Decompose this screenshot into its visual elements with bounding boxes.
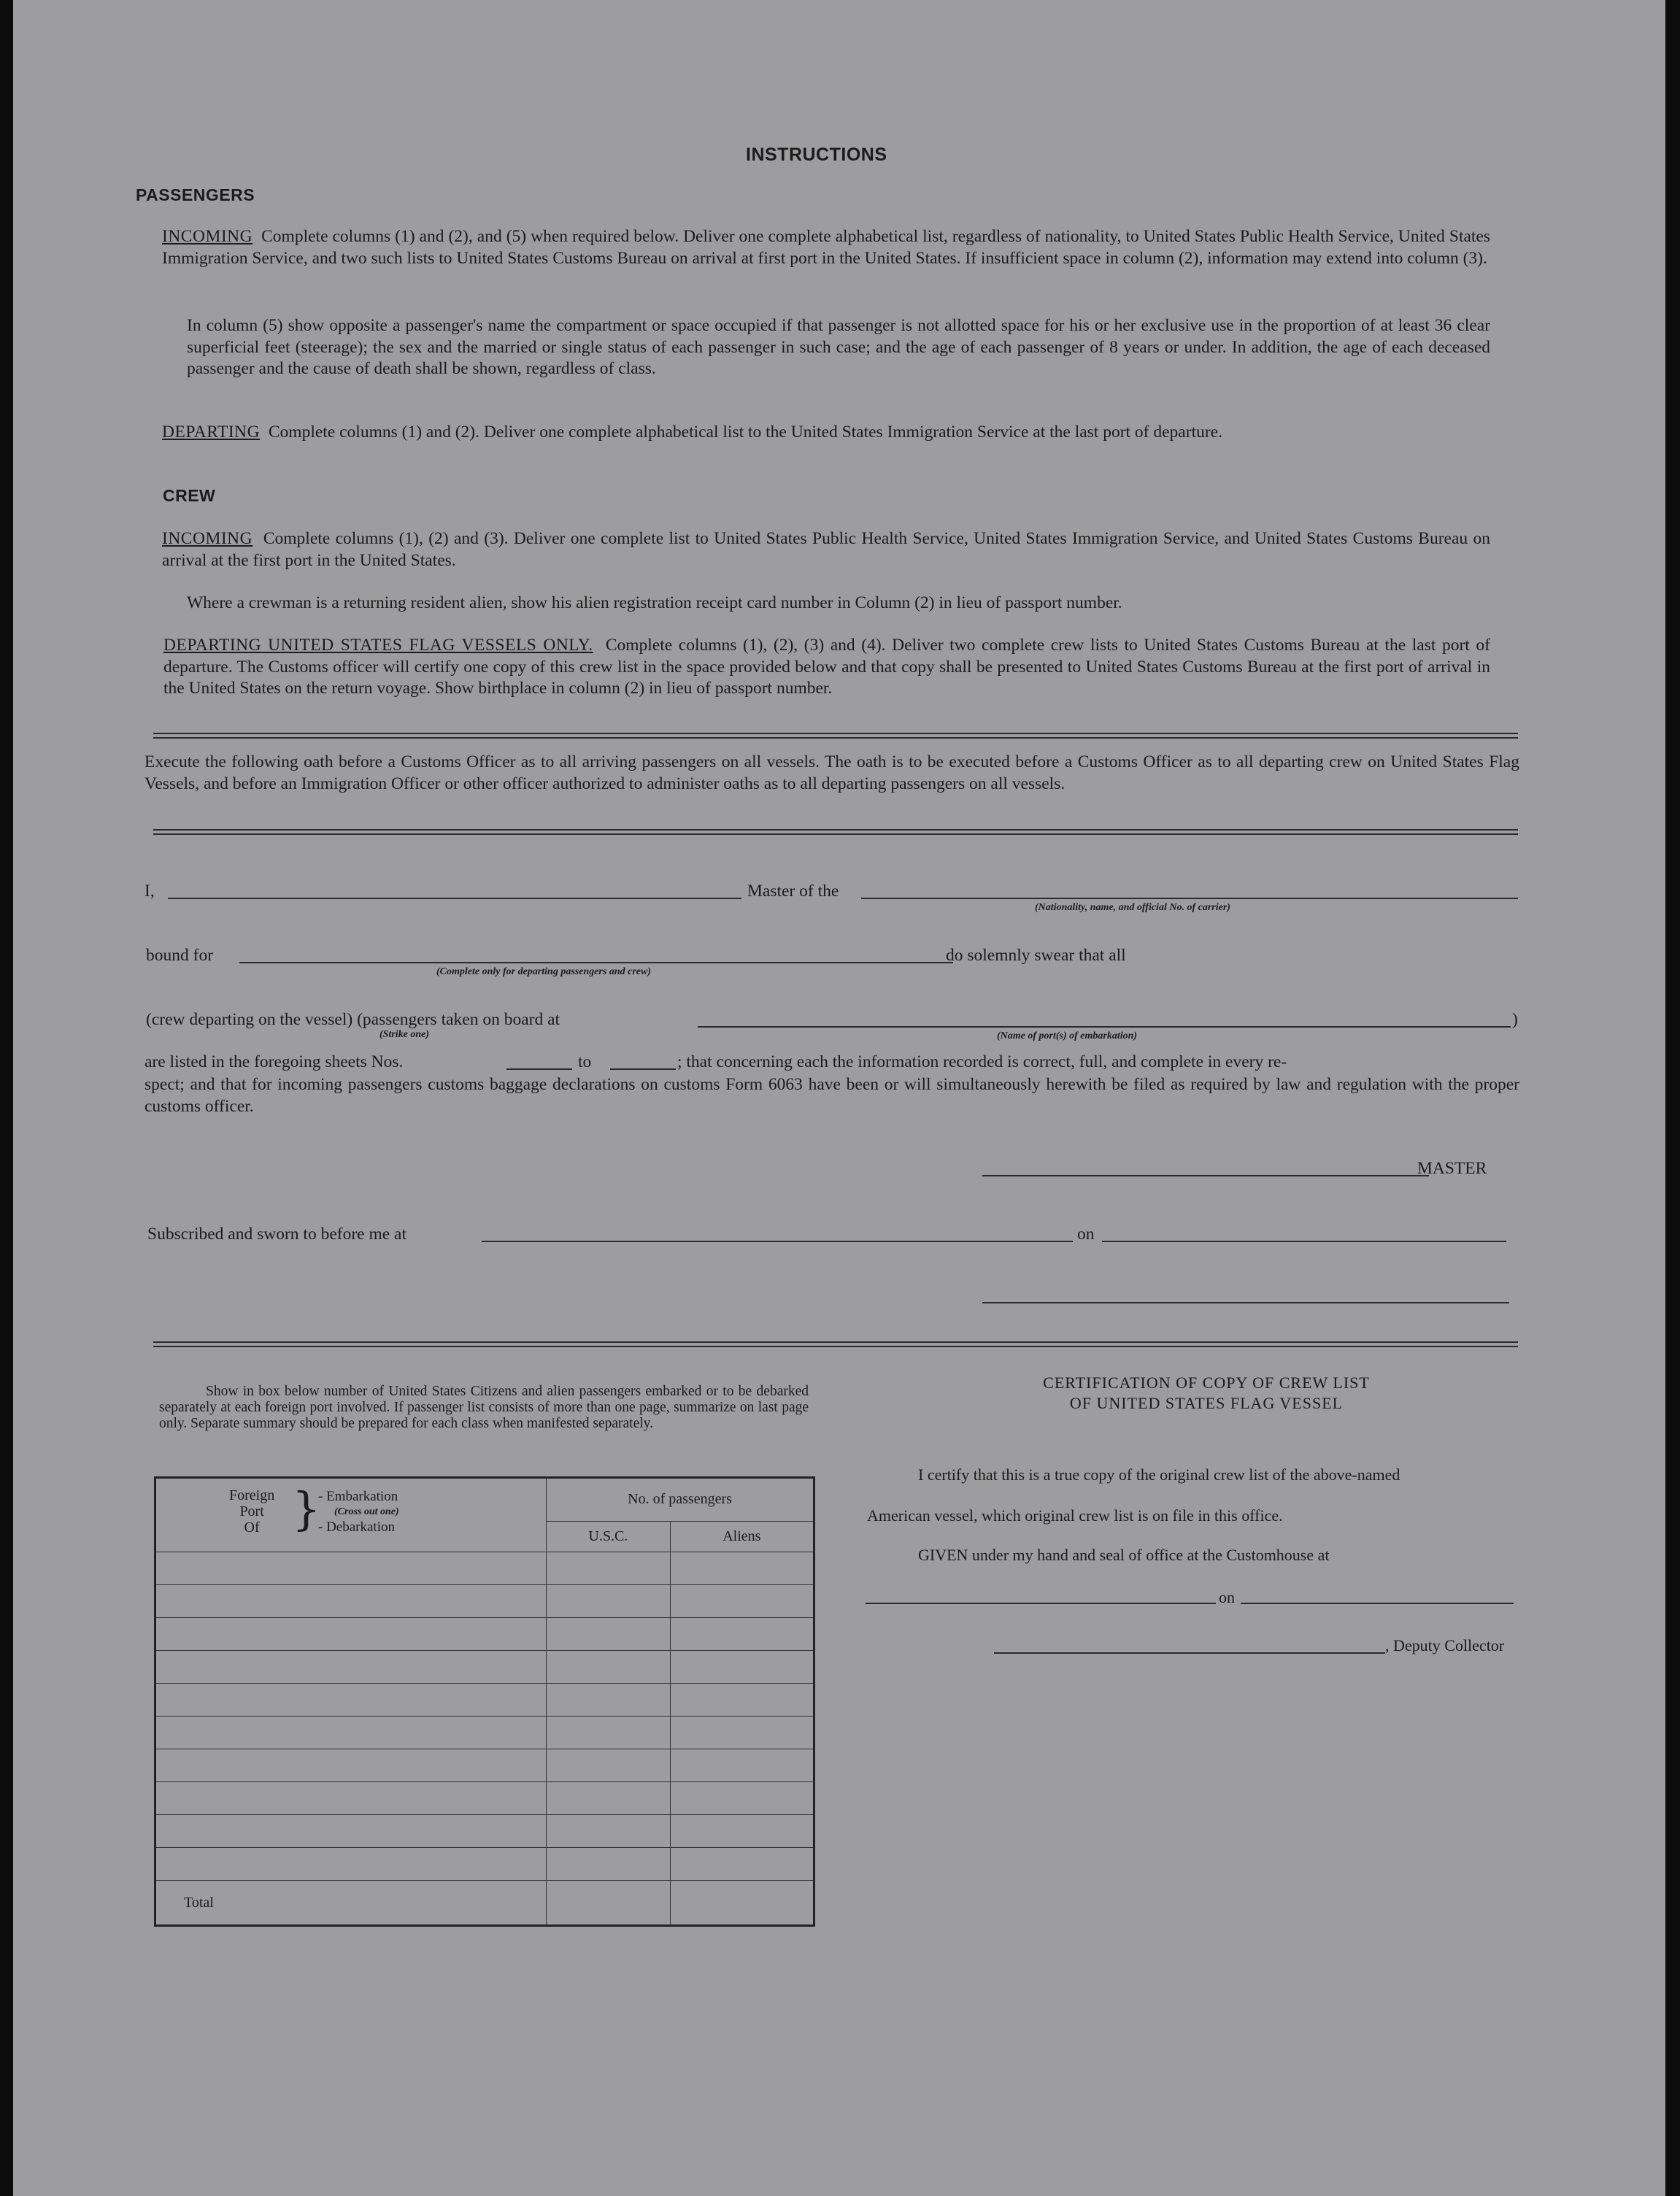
sworn-place-field[interactable] bbox=[482, 1241, 1073, 1242]
oath-i-label: I, bbox=[145, 882, 155, 901]
crew-departing-text: Complete columns (1), (2), (3) and (4). Deliver two complete crew lists to United States Customs Bureau at the last port of departure. The Customs officer will certify one copy of this crew list in the space provided below and that copy shall be presented to United States Customs Bureau at the first port of arrival in the United States on the return voyage. Show birthplace in column (2) in lieu of passport number. bbox=[163, 636, 1491, 698]
master-name-field[interactable] bbox=[168, 898, 741, 899]
deputy-collector-label: , Deputy Collector bbox=[1385, 1636, 1505, 1654]
summary-instructions: Show in box below number of United States Citizens and alien passengers embarked or to be debarked separately at each foreign port involved. If passenger list consists of more than one page, summarize on last page only. Separate summary should be prepared for each class when manifested separately. bbox=[159, 1384, 809, 1431]
master-label: MASTER bbox=[1417, 1159, 1487, 1178]
sworn-on-label: on bbox=[1077, 1225, 1095, 1244]
instructions-title: INSTRUCTIONS bbox=[746, 145, 887, 165]
passengers-incoming-paragraph bbox=[162, 226, 1490, 269]
aliens-column-header: Aliens bbox=[670, 1521, 814, 1552]
certification-title-2: OF UNITED STATES FLAG VESSEL bbox=[1069, 1394, 1344, 1412]
strike-hint: (Strike one) bbox=[379, 1029, 430, 1040]
crew-departing-paragraph bbox=[163, 635, 1490, 700]
oath-divider bbox=[153, 829, 1518, 835]
foreign-port-header bbox=[155, 1478, 547, 1552]
listed-text-1: are listed in the foregoing sheets Nos. bbox=[145, 1052, 404, 1071]
table-row[interactable] bbox=[155, 1815, 814, 1848]
table-row[interactable] bbox=[155, 1684, 814, 1717]
passengers-departing-label: DEPARTING bbox=[162, 423, 261, 442]
subscribed-label: Subscribed and sworn to before me at bbox=[147, 1225, 407, 1244]
summary-divider bbox=[153, 1341, 1518, 1347]
swear-label: do solemnly swear that all bbox=[946, 946, 1126, 965]
table-row[interactable] bbox=[155, 1552, 814, 1585]
crew-departing-choice: (crew departing on the vessel) (passengers taken on board at bbox=[146, 1010, 560, 1029]
certification-on-label: on bbox=[1219, 1588, 1235, 1606]
to-label: to bbox=[578, 1052, 592, 1071]
embarkation-label: - Embarkation bbox=[318, 1489, 398, 1504]
table-row[interactable] bbox=[155, 1749, 814, 1782]
passenger-summary-table bbox=[154, 1476, 815, 1927]
bound-for-label: bound for bbox=[146, 946, 214, 965]
ports-hint: (Name of port(s) of embarkation) bbox=[997, 1030, 1138, 1041]
sheet-from-field[interactable] bbox=[506, 1068, 572, 1070]
table-row[interactable] bbox=[155, 1848, 814, 1881]
certification-date-field[interactable] bbox=[1241, 1603, 1514, 1604]
port-label: Port bbox=[239, 1503, 264, 1519]
table-row[interactable] bbox=[155, 1618, 814, 1651]
crew-incoming-text: Complete columns (1), (2) and (3). Deliver one complete list to United States Public Health Service, United States Immigration Service, and United States Customs Bureau on arrival at the first port in the United States. bbox=[162, 529, 1490, 570]
usc-column-header: U.S.C. bbox=[547, 1521, 671, 1552]
carrier-field[interactable] bbox=[861, 898, 1518, 899]
total-label: Total bbox=[155, 1881, 547, 1926]
section-divider bbox=[153, 733, 1518, 739]
debarkation-label: - Debarkation bbox=[318, 1519, 395, 1535]
bound-hint: (Complete only for departing passengers and crew) bbox=[436, 966, 651, 977]
oath-intro: Execute the following oath before a Customs Officer as to all arriving passengers on all vessels. The oath is to be executed before a Customs Officer as to all departing crew on United States Flag Vessels, and before an Immigration Officer or other officer authorized to administer oaths as to all departing passengers on all vessels. bbox=[145, 752, 1519, 793]
bound-for-field[interactable] bbox=[239, 962, 953, 963]
close-paren: ) bbox=[1512, 1010, 1518, 1029]
embarkation-ports-field[interactable] bbox=[698, 1026, 1511, 1028]
crew-heading: CREW bbox=[163, 486, 216, 505]
certify-text-1: I certify that this is a true copy of the original crew list of the above-named bbox=[918, 1465, 1400, 1484]
given-text: GIVEN under my hand and seal of office at the Customhouse at bbox=[918, 1546, 1330, 1564]
carrier-hint: (Nationality, name, and official No. of carrier) bbox=[1035, 902, 1230, 913]
no-of-passengers-header: No. of passengers bbox=[547, 1478, 814, 1522]
table-row[interactable] bbox=[155, 1651, 814, 1684]
passengers-column5-paragraph: In column (5) show opposite a passenger's name the compartment or space occupied if that passenger is not allotted space for his or her exclusive use in the proportion of at least 36 clear superficial feet (steerage); the sex and the married or single status of each passenger in such case; and the age of each passenger of 8 years or under. In addition, the age of each deceased passenger and the cause of death shall be shown, regardless of class. bbox=[187, 316, 1490, 378]
crew-incoming-label: INCOMING bbox=[162, 529, 253, 548]
master-signature-field[interactable] bbox=[982, 1175, 1429, 1176]
crew-departing-label: DEPARTING UNITED STATES FLAG VESSELS ONLY. bbox=[163, 636, 593, 655]
passengers-departing-paragraph bbox=[162, 422, 1490, 444]
listed-text-2: ; that concerning each the information recorded is correct, full, and complete in every re- bbox=[677, 1052, 1287, 1071]
officer-signature-field[interactable] bbox=[982, 1302, 1509, 1303]
master-of-label: Master of the bbox=[747, 882, 839, 901]
cross-out-hint: (Cross out one) bbox=[334, 1506, 399, 1517]
table-row[interactable] bbox=[155, 1782, 814, 1815]
total-row[interactable] bbox=[155, 1881, 814, 1926]
of-label: Of bbox=[244, 1519, 260, 1536]
passengers-heading: PASSENGERS bbox=[136, 185, 255, 204]
certify-text-2: American vessel, which original crew list is on file in this office. bbox=[867, 1506, 1283, 1525]
brace-icon: } bbox=[292, 1482, 321, 1536]
passengers-incoming-text: Complete columns (1) and (2), and (5) when required below. Deliver one complete alphabetical list, regardless of nationality, to United States Public Health Service, United States Immigration Service, and two such lists to United States Customs Bureau on arrival at first port in the United States. If insufficient space in column (2), information may extend into column (3). bbox=[162, 227, 1491, 268]
table-row[interactable] bbox=[155, 1585, 814, 1618]
listed-text-3: spect; and that for incoming passengers customs baggage declarations on customs Form 6063 have been or will simultaneously herewith be filed as required by law and regulation with the proper customs officer. bbox=[145, 1075, 1519, 1116]
sworn-date-field[interactable] bbox=[1102, 1241, 1506, 1242]
form-page bbox=[13, 0, 1665, 2196]
deputy-collector-signature-field[interactable] bbox=[994, 1652, 1385, 1654]
customhouse-field[interactable] bbox=[866, 1603, 1216, 1604]
table-row[interactable] bbox=[155, 1717, 814, 1749]
foreign-label: Foreign bbox=[229, 1487, 275, 1503]
passengers-departing-text: Complete columns (1) and (2). Deliver one complete alphabetical list to the United States Immigration Service at the last port of departure. bbox=[268, 423, 1222, 442]
crew-incoming-paragraph bbox=[162, 528, 1490, 571]
certification-title-1: CERTIFICATION OF COPY OF CREW LIST bbox=[1043, 1374, 1370, 1392]
crew-resident-paragraph: Where a crewman is a returning resident alien, show his alien registration receipt card number in Column (2) in lieu of passport number. bbox=[187, 593, 1122, 612]
sheet-to-field[interactable] bbox=[610, 1068, 676, 1070]
passengers-incoming-label: INCOMING bbox=[162, 227, 253, 246]
